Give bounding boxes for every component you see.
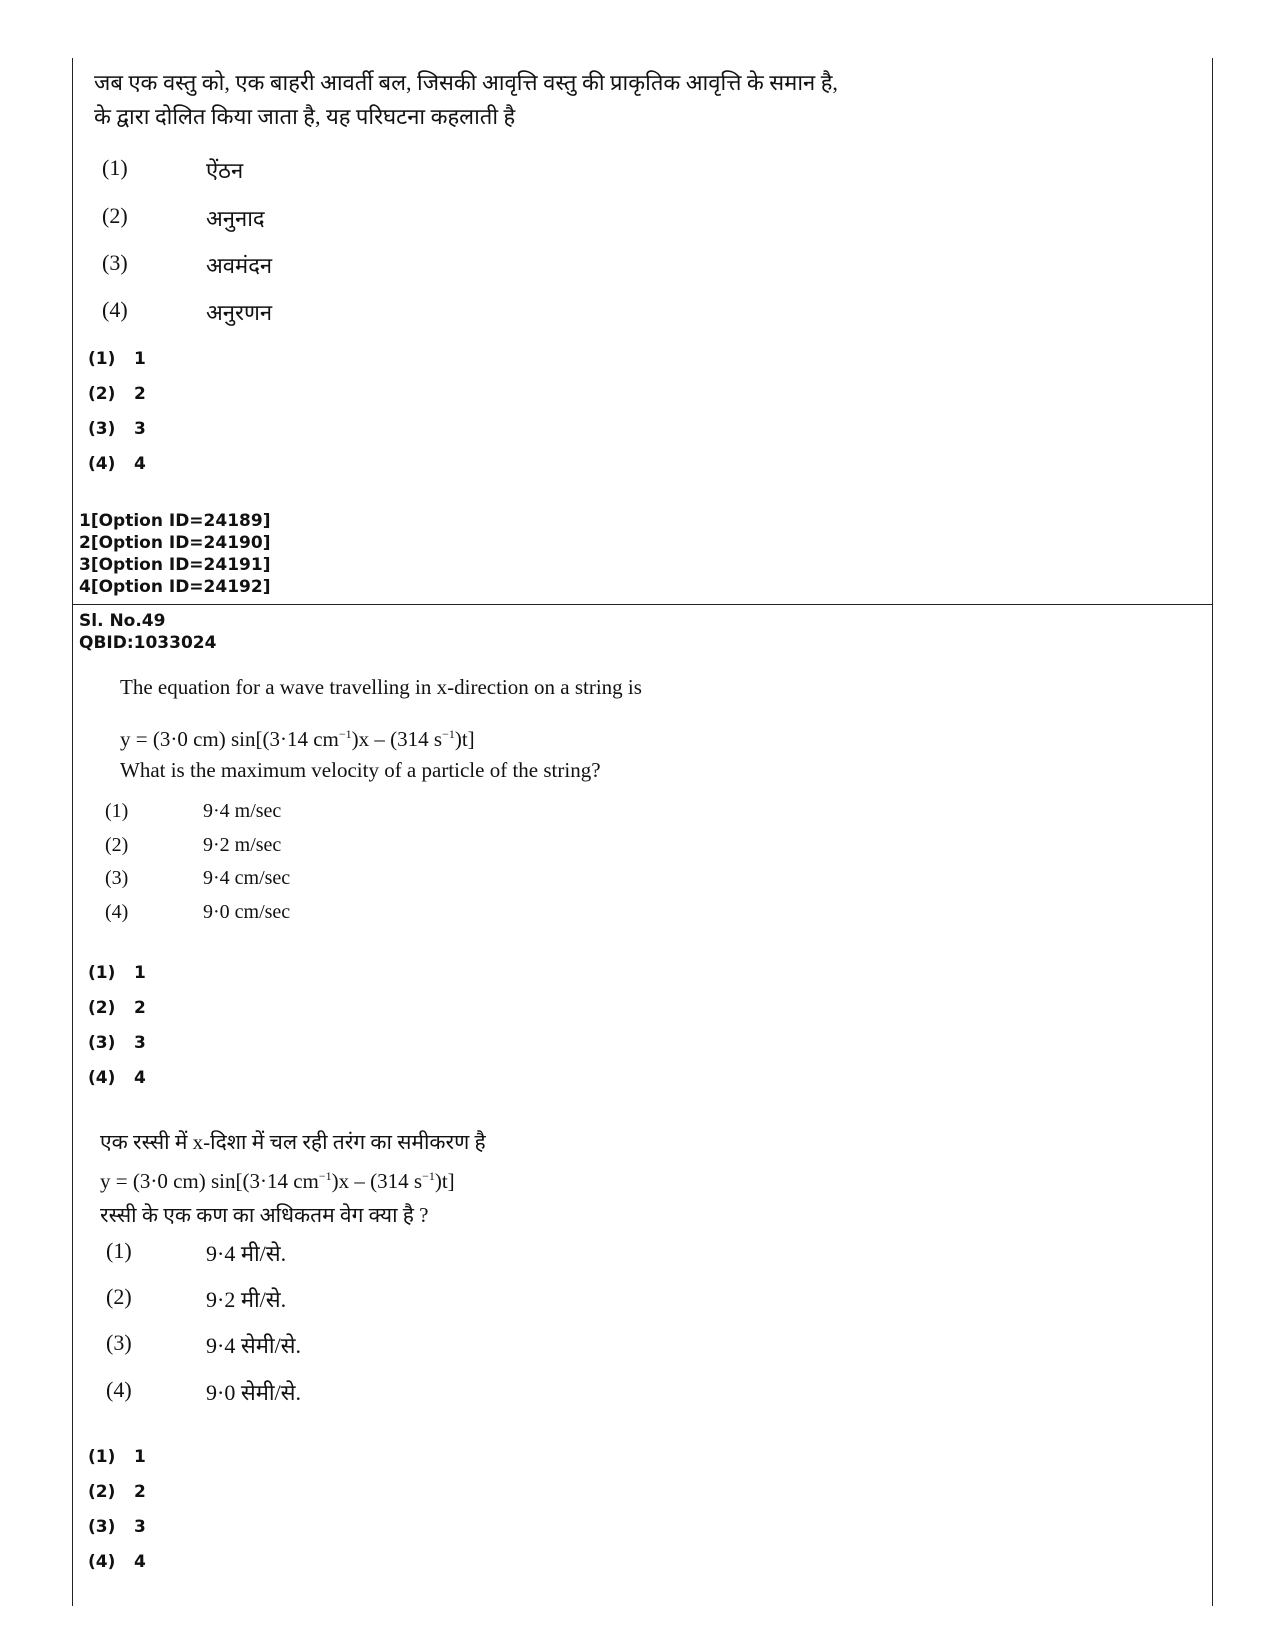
- q48-question-line-2: के द्वारा दोलित किया जाता है, यह परिघटना कहलाती है: [94, 104, 516, 129]
- equation-part: )x – (314 s: [331, 1169, 423, 1193]
- answer-option-value: 4: [134, 1552, 146, 1572]
- equation-exponent: −1: [422, 1169, 435, 1183]
- answer-option-value: 3: [134, 1033, 146, 1053]
- question-divider: [72, 604, 1213, 605]
- answer-option-value: 2: [134, 998, 146, 1018]
- answer-option-number: (3): [88, 1517, 116, 1537]
- option-text: अनुनाद: [206, 206, 265, 231]
- option-text: अवमंदन: [206, 253, 273, 278]
- option-text: 9·4 सेमी/से.: [206, 1333, 302, 1358]
- q49-header: [79, 610, 216, 654]
- equation-part: )x – (314 s: [351, 727, 443, 751]
- option-text: ऐंठन: [206, 158, 244, 183]
- q49-question-english-2: What is the maximum velocity of a particle of the string?: [120, 758, 601, 782]
- option-text: 9·0 सेमी/से.: [206, 1380, 302, 1405]
- equation-part: )t]: [434, 1169, 455, 1193]
- q49-hindi-line-2: रस्सी के एक कण का अधिकतम वेग क्या है ?: [100, 1203, 429, 1227]
- answer-option-3[interactable]: [88, 412, 146, 447]
- answer-option-value: 1: [134, 349, 146, 369]
- answer-option-number: (4): [88, 454, 116, 474]
- option-text: 9·4 मी/से.: [206, 1241, 287, 1266]
- answer-option-number: (1): [88, 349, 116, 369]
- option-number: (2): [106, 1284, 132, 1309]
- answer-option-4[interactable]: [88, 1545, 146, 1580]
- equation-exponent: −1: [442, 727, 455, 741]
- option-number: (2): [102, 203, 128, 228]
- option-id-2: 2[Option ID=24190]: [79, 533, 271, 553]
- answer-option-value: 1: [134, 963, 146, 983]
- q49-hindi-equation: [100, 1159, 486, 1198]
- option-number: (4): [106, 1377, 132, 1402]
- q48-option-ids: [79, 510, 270, 598]
- option-text: 9·2 m/sec: [203, 834, 282, 856]
- right-border: [1212, 58, 1213, 1606]
- answer-option-number: (3): [88, 419, 116, 439]
- q49-equation-english: [120, 727, 475, 752]
- option-text: अनुरणन: [206, 300, 273, 325]
- option-id-3: 3[Option ID=24191]: [79, 555, 271, 575]
- answer-option-number: (4): [88, 1068, 116, 1088]
- q49-answer-options-english: [88, 956, 146, 1096]
- answer-option-2[interactable]: [88, 991, 146, 1026]
- answer-option-1[interactable]: [88, 342, 146, 377]
- option-number: (1): [106, 1238, 132, 1263]
- answer-option-1[interactable]: [88, 956, 146, 991]
- answer-option-number: (2): [88, 384, 116, 404]
- answer-option-value: 4: [134, 1068, 146, 1088]
- answer-option-3[interactable]: [88, 1026, 146, 1061]
- q48-question-hindi: [94, 66, 1194, 134]
- option-number: (3): [102, 250, 128, 275]
- equation-part: y = (3·0 cm) sin[(3·14 cm: [100, 1169, 319, 1193]
- option-number: (4): [102, 297, 128, 322]
- option-text: 9·4 cm/sec: [203, 867, 291, 889]
- answer-option-number: (1): [88, 963, 116, 983]
- option-number: (2): [105, 834, 129, 856]
- answer-option-1[interactable]: [88, 1440, 146, 1475]
- q48-question-line-1: जब एक वस्तु को, एक बाहरी आवर्ती बल, जिसकी आवृत्ति वस्तु की प्राकृतिक आवृत्ति के समान है,: [94, 70, 838, 95]
- q49-question-english: The equation for a wave travelling in x-direction on a string is: [120, 675, 642, 699]
- q49-answer-options-hindi: [88, 1440, 146, 1580]
- answer-option-3[interactable]: [88, 1510, 146, 1545]
- answer-option-number: (1): [88, 1447, 116, 1467]
- q48-answer-options: [88, 342, 146, 482]
- equation-exponent: −1: [318, 1169, 332, 1183]
- option-text: 9·0 cm/sec: [203, 901, 291, 923]
- answer-option-2[interactable]: [88, 1475, 146, 1510]
- answer-option-2[interactable]: [88, 377, 146, 412]
- option-id-4: 4[Option ID=24192]: [79, 577, 271, 597]
- answer-option-value: 4: [134, 454, 146, 474]
- answer-option-value: 1: [134, 1447, 146, 1467]
- option-id-1: 1[Option ID=24189]: [79, 511, 271, 531]
- answer-option-4[interactable]: [88, 447, 146, 482]
- serial-number: Sl. No.49: [79, 611, 166, 631]
- equation-exponent: −1: [338, 727, 352, 741]
- answer-option-value: 2: [134, 384, 146, 404]
- answer-option-number: (4): [88, 1552, 116, 1572]
- answer-option-value: 3: [134, 1517, 146, 1537]
- option-number: (4): [105, 901, 129, 923]
- equation-part: y = (3·0 cm) sin[(3·14 cm: [120, 727, 339, 751]
- option-text: 9·2 मी/से.: [206, 1287, 287, 1312]
- q49-question-hindi: [100, 1125, 486, 1232]
- q49-hindi-line-1: एक रस्सी में x-दिशा में चल रही तरंग का समीकरण है: [100, 1130, 486, 1154]
- answer-option-number: (3): [88, 1033, 116, 1053]
- option-text: 9·4 m/sec: [203, 800, 282, 822]
- equation-part: )t]: [454, 727, 475, 751]
- option-number: (3): [106, 1330, 132, 1355]
- option-number: (1): [105, 800, 129, 822]
- answer-option-4[interactable]: [88, 1061, 146, 1096]
- left-border: [72, 58, 73, 1606]
- answer-option-value: 3: [134, 419, 146, 439]
- option-number: (3): [105, 867, 129, 889]
- answer-option-number: (2): [88, 998, 116, 1018]
- option-number: (1): [102, 155, 128, 180]
- answer-option-number: (2): [88, 1482, 116, 1502]
- answer-option-value: 2: [134, 1482, 146, 1502]
- qbid: QBID:1033024: [79, 633, 217, 653]
